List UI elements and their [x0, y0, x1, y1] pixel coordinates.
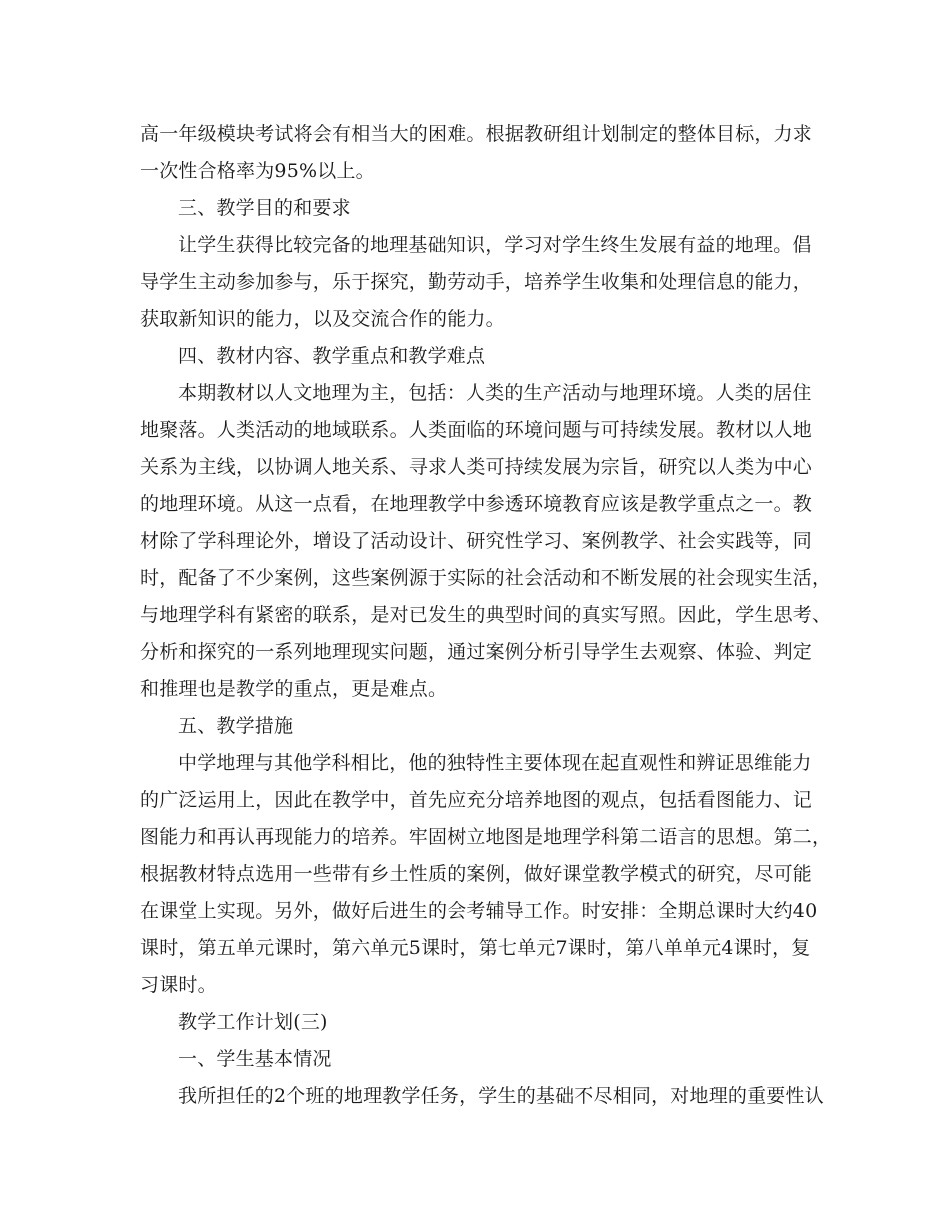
text-line: 和推理也是教学的重点，更是难点。 [140, 678, 448, 700]
text-line: 与地理学科有紧密的联系，是对已发生的典型时间的真实写照。因此，学生思考、 [140, 604, 832, 626]
text-line: 地聚落。人类活动的地域联系。人类面临的环境问题与可持续发展。教材以人地 [140, 419, 813, 441]
text-line: 本期教材以人文地理为主，包括：人类的生产活动与地理环境。人类的居住 [178, 382, 812, 404]
text-line: 时，配备了不少案例，这些案例源于实际的社会活动和不断发展的社会现实生活， [140, 567, 832, 589]
text-line: 习课时。 [140, 974, 217, 996]
text-line: 我所担任的2个班的地理教学任务，学生的基础不尽相同，对地理的重要性认 [178, 1085, 824, 1107]
text-line: 根据教材特点选用一些带有乡土性质的案例，做好课堂教学模式的研究，尽可能 [140, 863, 813, 885]
text-line: 课时，第五单元课时，第六单元5课时，第七单元7课时，第八单单元4课时，复 [140, 937, 811, 959]
text-line: 分析和探究的一系列地理现实问题，通过案例分析引导学生去观察、体验、判定 [140, 641, 813, 663]
text-line: 获取新知识的能力，以及交流合作的能力。 [140, 308, 505, 330]
text-line: 让学生获得比较完备的地理基础知识，学习对学生终生发展有益的地理。倡 [178, 234, 812, 256]
section-heading: 三、教学目的和要求 [178, 197, 351, 219]
text-line: 中学地理与其他学科相比，他的独特性主要体现在起直观性和辨证思维能力 [178, 752, 812, 774]
text-line: 的广泛运用上，因此在教学中，首先应充分培养地图的观点，包括看图能力、记 [140, 789, 813, 811]
text-line: 高一年级模块考试将会有相当大的困难。根据教研组计划制定的整体目标，力求 [140, 123, 813, 145]
section-heading: 五、教学措施 [178, 715, 294, 737]
text-line: 的地理环境。从这一点看，在地理教学中参透环境教育应该是教学重点之一。教 [140, 493, 813, 515]
text-line: 关系为主线，以协调人地关系、寻求人类可持续发展为宗旨，研究以人类为中心 [140, 456, 813, 478]
text-line: 图能力和再认再现能力的培养。牢固树立地图是地理学科第二语言的思想。第二， [140, 826, 832, 848]
section-heading: 四、教材内容、教学重点和教学难点 [178, 345, 486, 367]
text-line: 导学生主动参加参与，乐于探究，勤劳动手，培养学生收集和处理信息的能力， [140, 271, 813, 293]
text-line: 一次性合格率为95%以上。 [140, 160, 375, 182]
document-body [140, 116, 832, 1115]
document-title: 教学工作计划(三) [178, 1011, 328, 1033]
text-line: 在课堂上实现。另外，做好后进生的会考辅导工作。时安排：全期总课时大约40 [140, 900, 818, 922]
text-line: 材除了学科理论外，增设了活动设计、研究性学习、案例教学、社会实践等，同 [140, 530, 813, 552]
section-heading: 一、学生基本情况 [178, 1048, 332, 1070]
